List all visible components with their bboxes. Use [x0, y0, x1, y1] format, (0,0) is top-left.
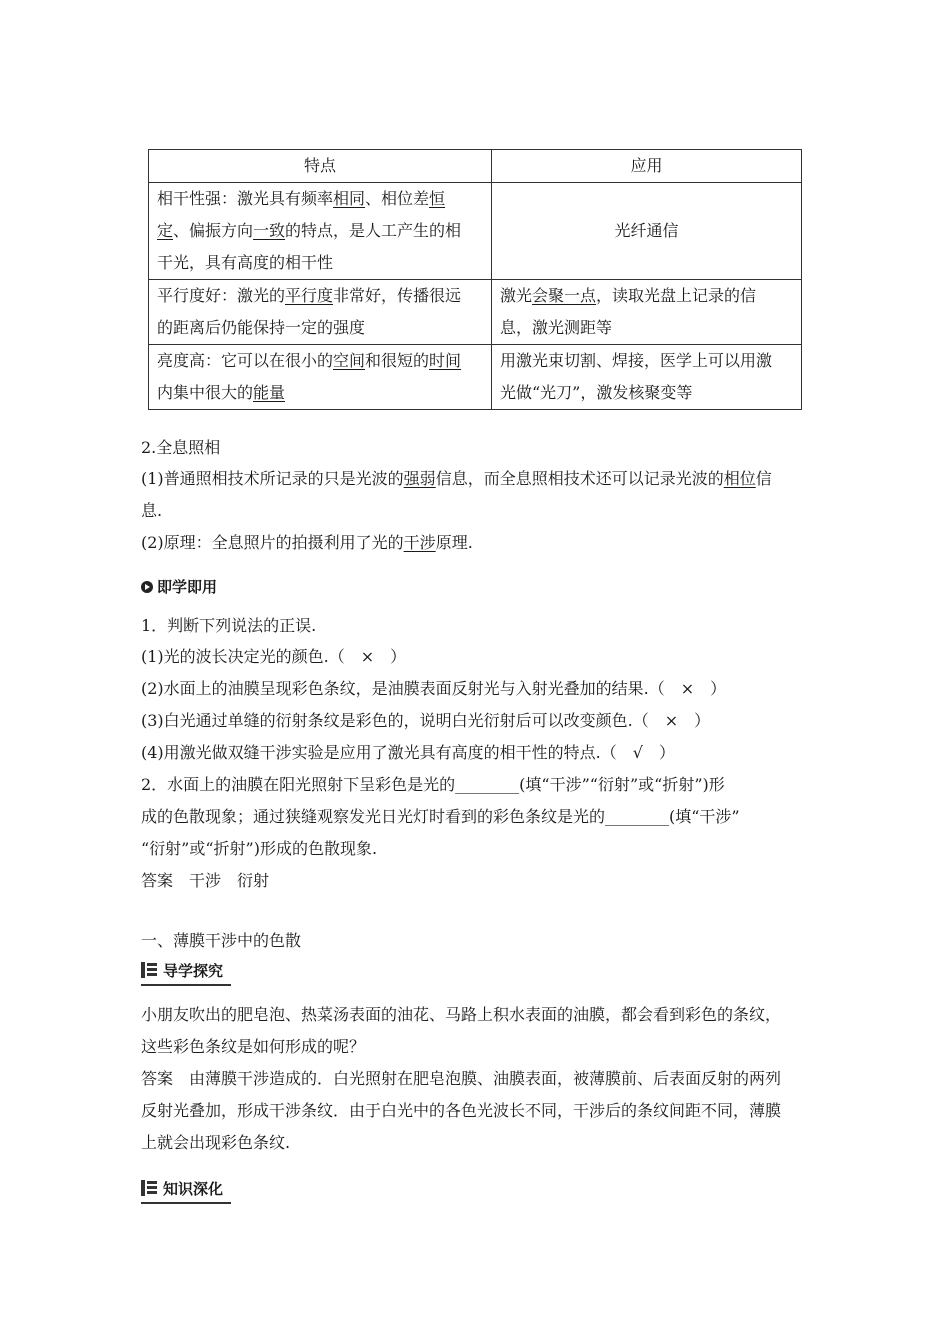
holography-p1-cont: 息.	[141, 501, 163, 520]
practice-item-2: (2)水面上的油膜呈现彩色条纹，是油膜表面反射光与入射光叠加的结果.（ × ）	[141, 679, 727, 698]
table-row	[149, 280, 802, 345]
guide-answer-3: 上就会出现彩色条纹.	[141, 1133, 291, 1152]
application-fiber: 光纤通信	[492, 183, 802, 280]
guide-answer-2: 反射光叠加，形成干涉条纹．由于白光中的各色光波长不同，干涉后的条纹间距不同，薄膜	[141, 1101, 782, 1120]
table-row	[149, 345, 802, 410]
table-row	[149, 183, 802, 280]
feature-coherence: 相干性强：激光具有频率相同、相位差恒 定、偏振方向一致的特点，是人工产生的相 干光，具有高度的相干性	[149, 183, 492, 280]
practice-item-4: (4)用激光做双缝干涉实验是应用了激光具有高度的相干性的特点.（ √ ）	[141, 743, 675, 762]
laser-features-table	[148, 149, 802, 410]
list-icon	[141, 962, 157, 978]
header-features: 特点	[149, 150, 492, 183]
feature-brightness: 亮度高：它可以在很小的空间和很短的时间 内集中很大的能量	[149, 345, 492, 410]
application-focus: 激光会聚一点，读取光盘上记录的信 息，激光测距等	[492, 280, 802, 345]
feature-parallelism: 平行度好：激光的平行度非常好，传播很远 的距离后仍能保持一定的强度	[149, 280, 492, 345]
guide-question-1: 小朋友吹出的肥皂泡、热菜汤表面的油花、马路上积水表面的油膜，都会看到彩色的条纹，	[141, 1005, 782, 1024]
guide-answer-1: 答案 由薄膜干涉造成的．白光照射在肥皂泡膜、油膜表面，被薄膜前、后表面反射的两列	[141, 1069, 782, 1088]
holography-p2: (2)原理：全息照片的拍摄利用了光的干涉原理.	[141, 533, 473, 552]
guide-heading: 导学探究	[141, 958, 231, 982]
list-icon	[141, 1180, 157, 1196]
header-applications: 应用	[492, 150, 802, 183]
practice-heading: 即学即用	[141, 576, 217, 597]
practice-q2-line3: “衍射”或“折射”)形成的色散现象.	[141, 839, 378, 858]
practice-q2-line1: 2．水面上的油膜在阳光照射下呈彩色是光的________(填“干涉”“衍射”或“折射”)形	[141, 775, 725, 794]
deepen-heading: 知识深化	[141, 1176, 231, 1200]
practice-answer: 答案 干涉 衍射	[141, 871, 270, 890]
practice-q1: 1．判断下列说法的正误.	[141, 616, 317, 635]
holography-p1: (1)普通照相技术所记录的只是光波的强弱信息，而全息照相技术还可以记录光波的相位信	[141, 469, 772, 488]
practice-item-3: (3)白光通过单缝的衍射条纹是彩色的，说明白光衍射后可以改变颜色.（ × ）	[141, 711, 711, 730]
section1-title: 一、薄膜干涉中的色散	[141, 931, 302, 950]
guide-question-2: 这些彩色条纹是如何形成的呢？	[141, 1037, 366, 1056]
holography-title: 2.全息照相	[141, 438, 221, 457]
practice-item-1: (1)光的波长决定光的颜色.（ × ）	[141, 647, 407, 666]
practice-q2-line2: 成的色散现象；通过狭缝观察发光日光灯时看到的彩色条纹是光的________(填“干涉”	[141, 807, 740, 826]
play-icon	[141, 581, 153, 593]
table-header-row	[149, 150, 802, 183]
application-cutting: 用激光束切割、焊接，医学上可以用激 光做“光刀”，激发核聚变等	[492, 345, 802, 410]
